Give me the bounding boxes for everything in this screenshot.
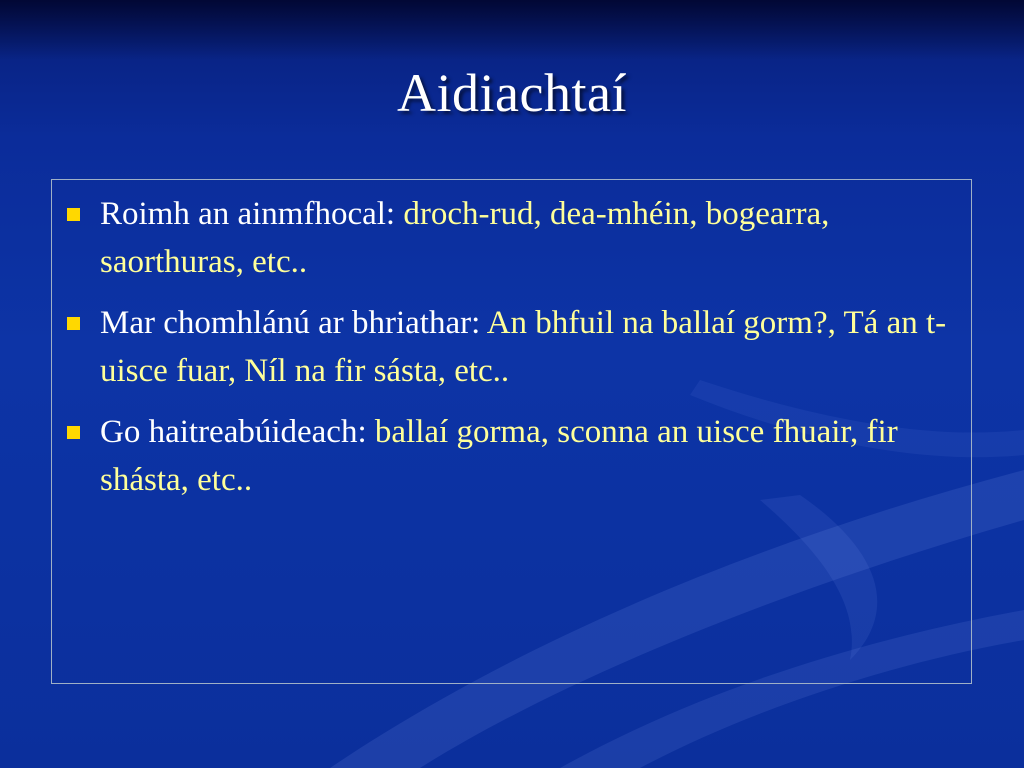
bullet-label: Go haitreabúideach: xyxy=(100,414,375,450)
bullet-list xyxy=(63,190,953,517)
bullet-examples: ballaí gorma, sconna an uisce fhuair, fir shásta, etc.. xyxy=(100,414,898,498)
bullet-examples: An bhfuil na ballaí gorm?, Tá an t-uisce fuar, Níl na fir sásta, etc.. xyxy=(100,305,947,389)
bullet-item xyxy=(63,299,953,395)
square-bullet-icon xyxy=(67,208,80,221)
bullet-label: Mar chomhlánú ar bhriathar: xyxy=(100,305,487,341)
bullet-label: Roimh an ainmfhocal: xyxy=(100,196,404,232)
slide-title: Aidiachtaí xyxy=(397,63,627,123)
bullet-examples: droch-rud, dea-mhéin, bogearra, saorthuras, etc.. xyxy=(100,196,830,280)
square-bullet-icon xyxy=(67,426,80,439)
bullet-item xyxy=(63,190,953,286)
bullet-item xyxy=(63,408,953,504)
square-bullet-icon xyxy=(67,317,80,330)
